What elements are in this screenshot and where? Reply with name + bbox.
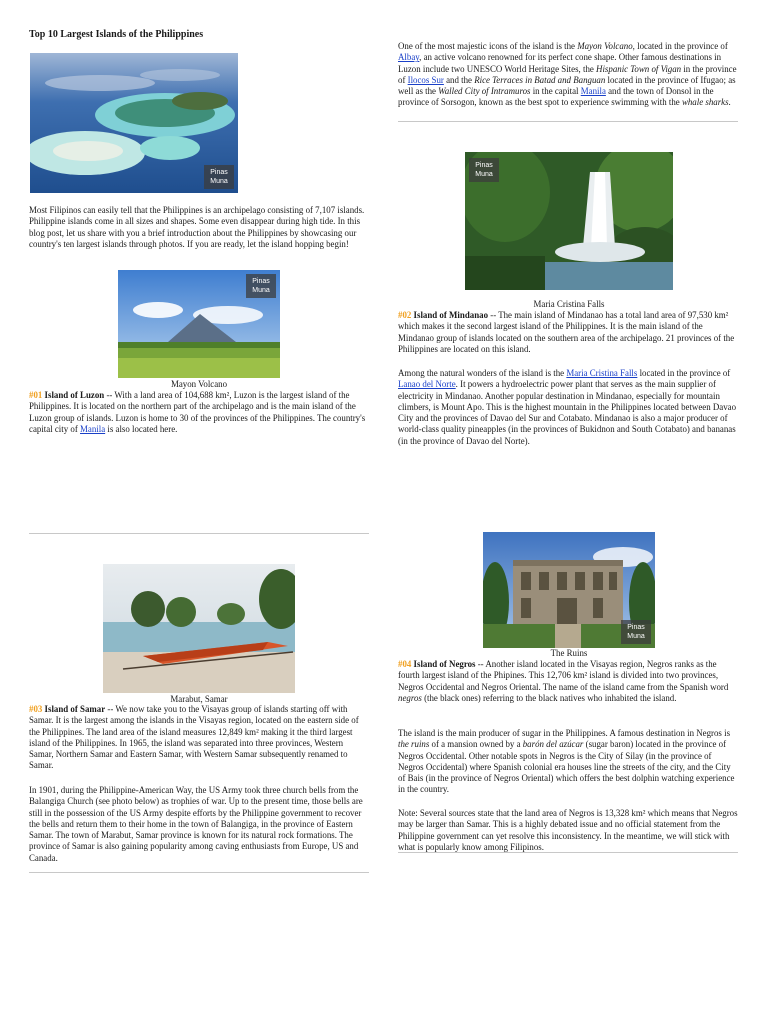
vigan-text: Hispanic Town of Vigan [596, 63, 682, 74]
ilocos-sur-link[interactable]: Ilocos Sur [407, 74, 444, 85]
samar-text: -- We now take you to the Visayas group of islands starting off with Samar. It is the largest among the islands in the Visayas region, located on the eastern side of the Philippines. The land area of the island measures 12,849 km² making it the third largest island of the Philippines. In 1965, the island was separated into three provinces, Western Samar, Northern Samar and Eastern Samar, with Western Samar subsequently renamed to Samar. [29, 704, 359, 771]
negros-word: negros [398, 692, 422, 703]
intro-paragraph: Most Filipinos can easily tell that the Philippines is an archipelago consisting of 7,107 islands. Philippine islands come in all sizes and shapes. Some even disappear during high tide. In this blog post, let us share with you a brief introduction about the Philippines by showcasing our country's ten largest islands through photos. If you are ready, let the island hopping begin! [29, 205, 365, 249]
mindanao-paragraph-2 [398, 368, 738, 447]
text: . It powers a hydroelectric power plant that serves as the main supplier of electricity in Mindanao. Another popular destination in Mindanao, especially for mountain climbers, is Mount Apo. This is the highest mountain in the Philippines located between Davao City and the provinces of Davao del Sur and Cotabato. Mindanao is also a major producer of world-class quality pineapples (in the provinces of Bukidnon and South Cotabato) and bananas (in the province of Davao del Norte). [398, 379, 737, 446]
text: (sugar baron) located in the province of Negros Occidental. Other notable spots in Negros is the City of Silay (in the province of Negros Occidental) where Spanish colonial era houses line the streets of the city, and the City of Bais (in the province of Negros Oriental) which offers the best dolphin watching experience in the country. [398, 739, 735, 795]
samar-paragraph [29, 704, 369, 772]
negros-text-end: (the black ones) referring to the black natives who inhabited the island. [421, 692, 677, 703]
whale-sharks-text: whale sharks [681, 97, 729, 108]
text: in the capital [530, 86, 581, 97]
text: . [728, 97, 731, 108]
mayon-caption: Mayon Volcano [170, 379, 228, 389]
baron-text: barón del azúcar [522, 739, 584, 750]
watermark-badge: Pinas Muna [469, 158, 499, 182]
text: Among the natural wonders of the island is the [398, 368, 567, 378]
marabut-samar-photo [103, 564, 295, 693]
luzon-paragraph [29, 390, 369, 435]
samar-paragraph-2: In 1901, during the Philippine-American Way, the US Army took three church bells from the Balangiga Church (see photo below) as trophies of war. Up to the present time, those bells are still in the possession of the US Army despite efforts by the Philippine government to recover the bells and return them to their home in the town of Balangiga, in the province of Eastern Samar. The town of Marabut, Samar province is known for its natural rock formations. The province of Samar is also gaining popularity among caving enthusiasts from Europe, US and Canada. [29, 785, 363, 863]
manila-link[interactable]: Manila [580, 86, 606, 97]
text: located in the province of [637, 368, 731, 378]
intramuros-text: Walled City of Intramuros [438, 86, 531, 97]
manila-link[interactable]: Manila [80, 423, 106, 434]
text: , located in the province of [632, 41, 728, 51]
island-name: Island of Samar [44, 704, 106, 714]
mindanao-text: -- The main island of Mindanao has a total land area of 97,530 km² which makes it the second largest island of the Philippines. It is the main island of the Mindanao group of islands located on the southern area of the archipelago. 21 provinces of the Philippines are located on this island. [398, 310, 735, 354]
watermark-badge: Pinas Muna [621, 620, 651, 644]
ruins-caption: The Ruins [550, 648, 588, 658]
negros-text: -- Another island located in the Visayas region, Negros ranks as the fourth largest island of the Phipines. This 12,706 km² island is divided into two provinces, Negros Occidental and Negros Oriental. The name of the island came from the Spanish word [398, 659, 729, 692]
luzon-paragraph-2 [398, 41, 738, 109]
marabut-caption: Marabut, Samar [170, 694, 228, 704]
island-rank: #02 [398, 310, 412, 320]
lanao-del-norte-link[interactable]: Lanao del Norte [398, 379, 456, 390]
albay-link[interactable]: Albay [398, 52, 420, 63]
text: of a mansion owned by a [429, 739, 523, 750]
mindanao-paragraph [398, 310, 738, 355]
island-name: Island of Mindanao [413, 310, 489, 320]
watermark-badge: Pinas Muna [204, 165, 234, 189]
watermark-badge: Pinas Muna [246, 274, 276, 298]
section-divider [398, 121, 738, 122]
negros-paragraph [398, 659, 738, 704]
luzon-text: -- With a land area of 104,688 km², Luzon is the largest island of the Philippines. It is located on the northern part of the archipelago and is the main island of the Luzon group of islands. Luzon is home to 30 of the provinces of the Philippines. The country's capital city of [29, 390, 366, 434]
maria-cristina-falls-link[interactable]: Maria Cristina Falls [566, 368, 638, 378]
section-divider [398, 852, 738, 853]
negros-note-paragraph: Note: Several sources state that the land area of Negros is 13,328 km² which means that Negros may be larger than Samar. This is a highly debated issue and no official statement from the Philippine government can yet resolve this inconsistency. In the meantime, we will stick with what is popularly know among Filipinos. [398, 808, 738, 852]
the-ruins-photo [483, 532, 655, 648]
the-ruins-text: the ruins [398, 739, 430, 750]
falls-caption: Maria Cristina Falls [533, 299, 605, 309]
island-rank: #01 [29, 390, 43, 400]
mayon-volcano-photo [118, 270, 280, 378]
luzon-text-end: is also located here. [105, 423, 178, 434]
island-name: Island of Negros [413, 659, 476, 669]
mayon-volcano-text: Mayon Volcano [577, 41, 633, 51]
negros-paragraph-2 [398, 728, 738, 796]
text: and the town of Donsol in the province of Sorsogon, known as the best spot to experience swimming with the [398, 86, 714, 108]
text: located in the province of Ifugao; as well as the [398, 74, 736, 97]
island-name: Island of Luzon [44, 390, 105, 400]
islands-aerial-photo [30, 53, 238, 193]
text: and the [443, 74, 475, 85]
text: , an active volcano renowned for its perfect cone shape. Other famous destinations in Luzon include two UNESCO World Heritage Sites, the [398, 52, 722, 74]
island-rank: #03 [29, 704, 43, 714]
island-rank: #04 [398, 659, 412, 669]
text: One of the most majestic icons of the island is the [398, 41, 578, 51]
text: in the province of [398, 63, 737, 85]
text: The island is the main producer of sugar in the Philippines. A famous destination in Negros is [398, 728, 731, 738]
page-title: Top 10 Largest Islands of the Philippines [29, 29, 204, 40]
maria-cristina-falls-photo [465, 152, 673, 290]
section-divider [29, 872, 369, 873]
rice-terraces-text: Rice Terraces in Batad and Banguan [474, 74, 606, 85]
section-divider [29, 533, 369, 534]
